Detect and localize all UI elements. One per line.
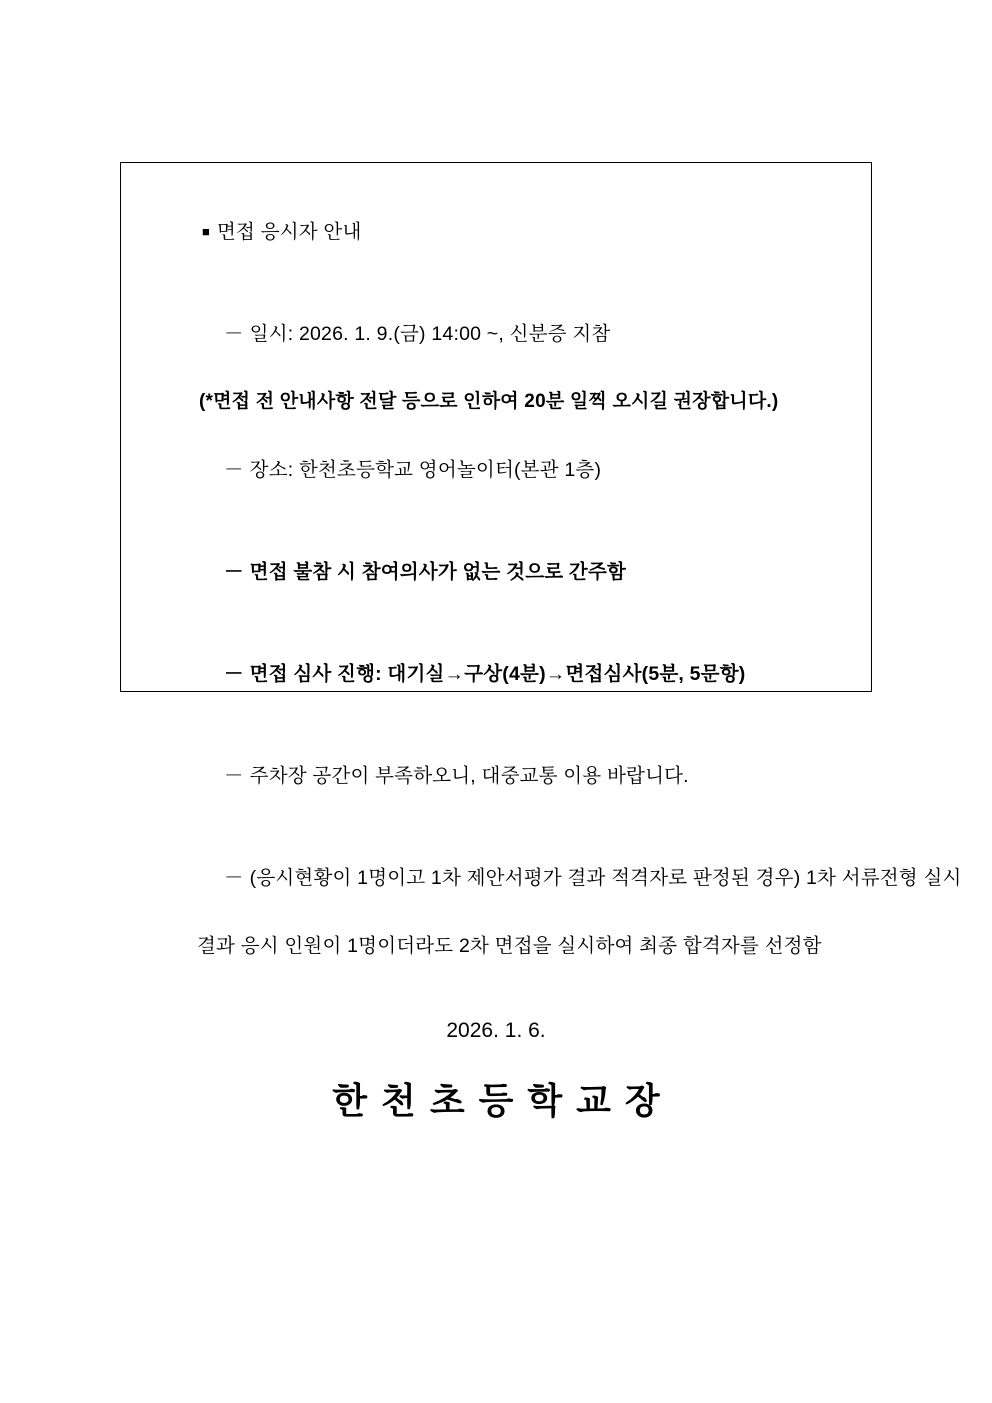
- square-bullet-icon: ■: [201, 224, 211, 239]
- notice-heading-text: 면접 응시자 안내: [217, 221, 362, 243]
- notice-box: [120, 162, 962, 1121]
- notice-item-process-text: 면접 심사 진행: 대기실→구상(4분)→면접심사(5분, 5문항): [249, 663, 746, 685]
- dash-bullet-icon: －: [223, 867, 244, 889]
- dash-bullet-icon: －: [223, 765, 244, 787]
- notice-item-location: [141, 419, 851, 521]
- notice-item-location-text: 장소: 한천초등학교 영어놀이터(본관 1층): [249, 459, 602, 481]
- dash-bullet-icon: －: [223, 459, 244, 481]
- dash-bullet-icon: －: [223, 663, 244, 685]
- dash-bullet-icon: －: [223, 561, 244, 583]
- notice-content: [121, 163, 962, 1124]
- notice-item-datetime: [141, 283, 851, 385]
- notice-item-single-applicant: [141, 827, 962, 929]
- notice-heading-row: [141, 181, 851, 283]
- dash-bullet-icon: －: [223, 323, 244, 345]
- notice-item-process: [141, 623, 851, 725]
- notice-item-parking: [141, 725, 851, 827]
- document-signature: 한천초등학교장: [332, 1080, 674, 1121]
- notice-item-single-applicant-line1: (응시현황이 1명이고 1차 제안서평가 결과 적격자로 판정된 경우) 1차 서류전형 실시: [249, 867, 962, 889]
- notice-item-parking-text: 주차장 공간이 부족하오니, 대중교통 이용 바랍니다.: [249, 765, 689, 787]
- document-date: 2026. 1. 6.: [446, 1019, 546, 1042]
- notice-item-absence-text: 면접 불참 시 참여의사가 없는 것으로 간주함: [249, 561, 627, 583]
- notice-item-single-applicant-line2: 결과 응시 인원이 1명이더라도 2차 면접을 실시하여 최종 합격자를 선정함: [197, 935, 822, 957]
- notice-item-datetime-text: 일시: 2026. 1. 9.(금) 14:00 ~, 신분증 지참: [249, 323, 611, 345]
- notice-item-absence: [141, 521, 851, 623]
- notice-subnote: (*면접 전 안내사항 전달 등으로 인하여 20분 일찍 오시길 권장합니다.): [199, 391, 779, 412]
